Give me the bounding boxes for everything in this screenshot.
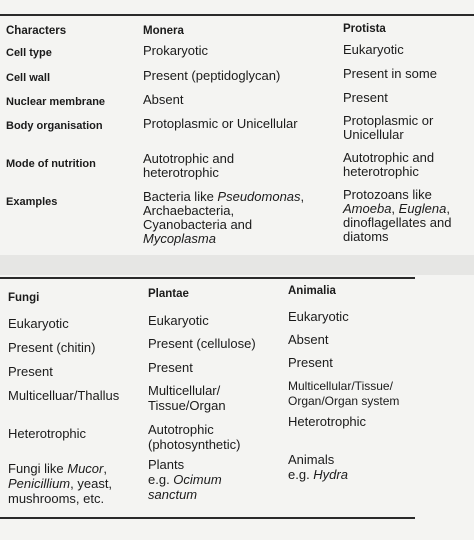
table2-row-cell-wall-plantae: Present (cellulose) [148, 336, 256, 351]
table1-row-nuclear-membrane-protista: Present [343, 90, 388, 105]
table2-row-nutrition-animalia: Heterotrophic [288, 414, 367, 429]
table1-row-nuclear-membrane-monera: Absent [143, 92, 184, 107]
table2-row-cell-type-animalia: Eukaryotic [288, 309, 349, 324]
table1-row-nutrition-label: Mode of nutrition [6, 158, 96, 170]
table2-row-nuclear-membrane-plantae: Present [148, 360, 193, 375]
table1-row-cell-wall-monera: Present (peptidoglycan) [143, 68, 281, 83]
table2-row-cell-type-plantae: Eukaryotic [148, 313, 209, 328]
table2-header-plantae: Plantae [148, 288, 189, 300]
table2-row-nuclear-membrane-fungi: Present [8, 364, 53, 379]
table1-row-nutrition-protista: Autotrophic and heterotrophic [343, 150, 435, 179]
table2-row-nutrition-plantae: Autotrophic (photosynthetic) [148, 422, 241, 452]
table1-row-examples-monera: Bacteria like Pseudomonas, Archaebacteria, Cyanobacteria and Mycoplasma [143, 189, 305, 246]
table1-header-characters: Characters [6, 25, 67, 37]
table1-row-cell-type-label: Cell type [6, 47, 52, 59]
table2-bottom-rule [0, 517, 415, 519]
table1-row-cell-wall-protista: Present in some [343, 66, 437, 81]
table2-row-cell-wall-animalia: Absent [288, 332, 329, 347]
table2-row-examples-plantae: Plants e.g. Ocimum sanctum [148, 457, 222, 502]
table2-row-cell-wall-fungi: Present (chitin) [8, 340, 96, 355]
table2-row-body-organisation-animalia: Multicellular/Tissue/ Organ/Organ system [288, 379, 400, 408]
table2-header-animalia: Animalia [288, 285, 336, 297]
table1-row-examples-label: Examples [6, 196, 58, 208]
table2-row-cell-type-fungi: Eukaryotic [8, 316, 69, 331]
table1-row-nutrition-monera: Autotrophic and heterotrophic [143, 151, 235, 180]
table2-header-fungi: Fungi [8, 292, 40, 304]
table1-row-cell-type-protista: Eukaryotic [343, 42, 404, 57]
table1-row-nuclear-membrane-label: Nuclear membrane [6, 96, 106, 108]
table1-row-examples-protista: Protozoans like Amoeba, Euglena, dinoflagellates and diatoms [343, 187, 452, 244]
table1-header-monera: Monera [143, 25, 184, 37]
table1-row-body-organisation-protista: Protoplasmic or Unicellular [343, 113, 434, 142]
table2-row-examples-fungi: Fungi like Mucor, Penicillium, yeast, mushrooms, etc. [8, 461, 113, 506]
page-gap [0, 255, 474, 275]
table1-row-cell-type-monera: Prokaryotic [143, 43, 209, 58]
table1-row-body-organisation-monera: Protoplasmic or Unicellular [143, 116, 298, 131]
table1-header-protista: Protista [343, 23, 386, 35]
table2-row-body-organisation-plantae: Multicellular/ Tissue/Organ [148, 383, 226, 413]
table1-top-rule [0, 14, 474, 16]
table2-row-nutrition-fungi: Heterotrophic [8, 426, 87, 441]
table1-row-cell-wall-label: Cell wall [6, 72, 51, 84]
table1-row-body-organisation-label: Body organisation [6, 120, 103, 132]
table2-row-body-organisation-fungi: Multicelluar/Thallus [8, 388, 120, 403]
table2-top-rule [0, 277, 415, 279]
table2-row-examples-animalia: Animals e.g. Hydra [288, 452, 348, 482]
table2-row-nuclear-membrane-animalia: Present [288, 355, 333, 370]
